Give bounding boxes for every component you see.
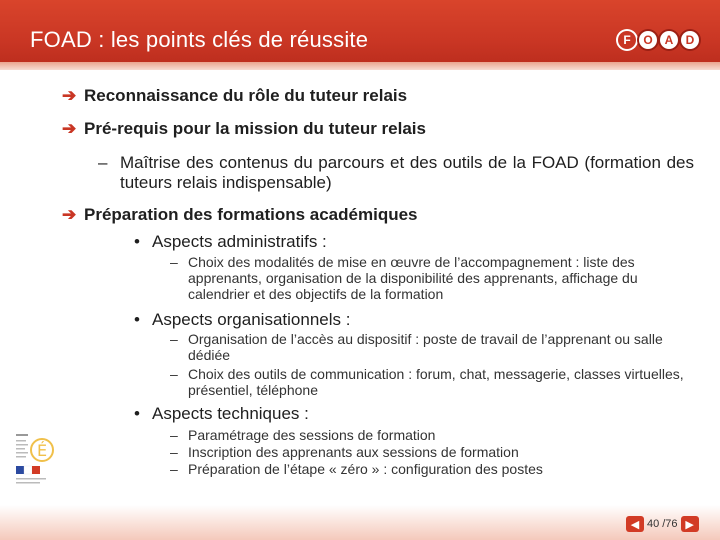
arrow-right-icon: ➔: [62, 205, 77, 224]
slide-navigation: [626, 516, 699, 532]
aspect-detail-text: Paramétrage des sessions de formation: [188, 427, 436, 443]
logo-letter-o: O: [639, 31, 657, 49]
bullet-marker: •: [134, 404, 140, 423]
aspect-detail: – Paramétrage des sessions de formation: [170, 427, 698, 443]
slide-title: FOAD : les points clés de réussite: [30, 27, 369, 52]
item-preparation: [62, 205, 418, 225]
arrow-right-icon: ➔: [62, 86, 77, 105]
page-current: 40: [647, 518, 660, 530]
aspect-detail: – Organisation de l’accès au dispositif : poste de travail de l’apprenant ou salle dédiée: [170, 331, 698, 363]
aspect-techniques: [134, 404, 309, 424]
aspect-detail: – Choix des modalités de mise en œuvre de l’accompagnement : liste des apprenants, organisation de la disponibilité des apprenants, affichage du calendrier et des objectifs de la formation: [170, 254, 698, 302]
aspect-title: Aspects organisationnels :: [152, 310, 351, 329]
footer-band: [0, 505, 720, 540]
aspect-title: Aspects techniques :: [152, 404, 309, 423]
prereq-detail-text: Maîtrise des contenus du parcours et des outils de la FOAD (formation des tuteurs relais indispensable): [120, 153, 694, 192]
arrow-left-icon[interactable]: ◀: [626, 516, 644, 532]
aspect-organisationnels: [134, 310, 350, 330]
item-label: Préparation des formations académiques: [84, 205, 418, 224]
page-total: /76: [662, 518, 678, 530]
item-label: Reconnaissance du rôle du tuteur relais: [84, 86, 408, 105]
dash-marker: –: [98, 153, 108, 172]
item-label: Pré-requis pour la mission du tuteur relais: [84, 119, 426, 138]
aspect-detail: – Inscription des apprenants aux sessions de formation: [170, 444, 698, 460]
aspect-administratifs: [134, 232, 327, 252]
bullet-marker: •: [134, 232, 140, 251]
prereq-detail: [98, 153, 694, 193]
svg-text:É: É: [37, 441, 48, 460]
aspect-title: Aspects administratifs :: [152, 232, 327, 251]
logo-letter-f: F: [618, 31, 636, 49]
aspect-detail: – Choix des outils de communication : forum, chat, messagerie, classes virtuelles, présentiel, téléphone: [170, 366, 698, 398]
aspect-detail-text: Organisation de l’accès au dispositif : poste de travail de l’apprenant ou salle dédiée: [188, 331, 663, 363]
aspect-detail-text: Préparation de l’étape « zéro » : configuration des postes: [188, 461, 543, 477]
arrow-right-icon: ➔: [62, 119, 77, 138]
arrow-right-icon[interactable]: ▶: [681, 516, 699, 532]
logo-letter-d: D: [681, 31, 699, 49]
ministry-logo: [14, 432, 54, 488]
aspect-detail-text: Choix des outils de communication : forum, chat, messagerie, classes virtuelles, présentiel, téléphone: [188, 366, 684, 398]
item-prerequis: [62, 119, 426, 139]
logo-letter-a: A: [660, 31, 678, 49]
aspect-detail-text: Choix des modalités de mise en œuvre de l’accompagnement : liste des apprenants, organisation de la disponibilité des apprenants, affichage du calendrier et des objectifs de la formation: [188, 254, 638, 302]
item-reconnaissance: [62, 86, 407, 106]
aspect-detail: – Préparation de l’étape « zéro » : configuration des postes: [170, 461, 698, 477]
bullet-marker: •: [134, 310, 140, 329]
aspect-detail-text: Inscription des apprenants aux sessions de formation: [188, 444, 519, 460]
